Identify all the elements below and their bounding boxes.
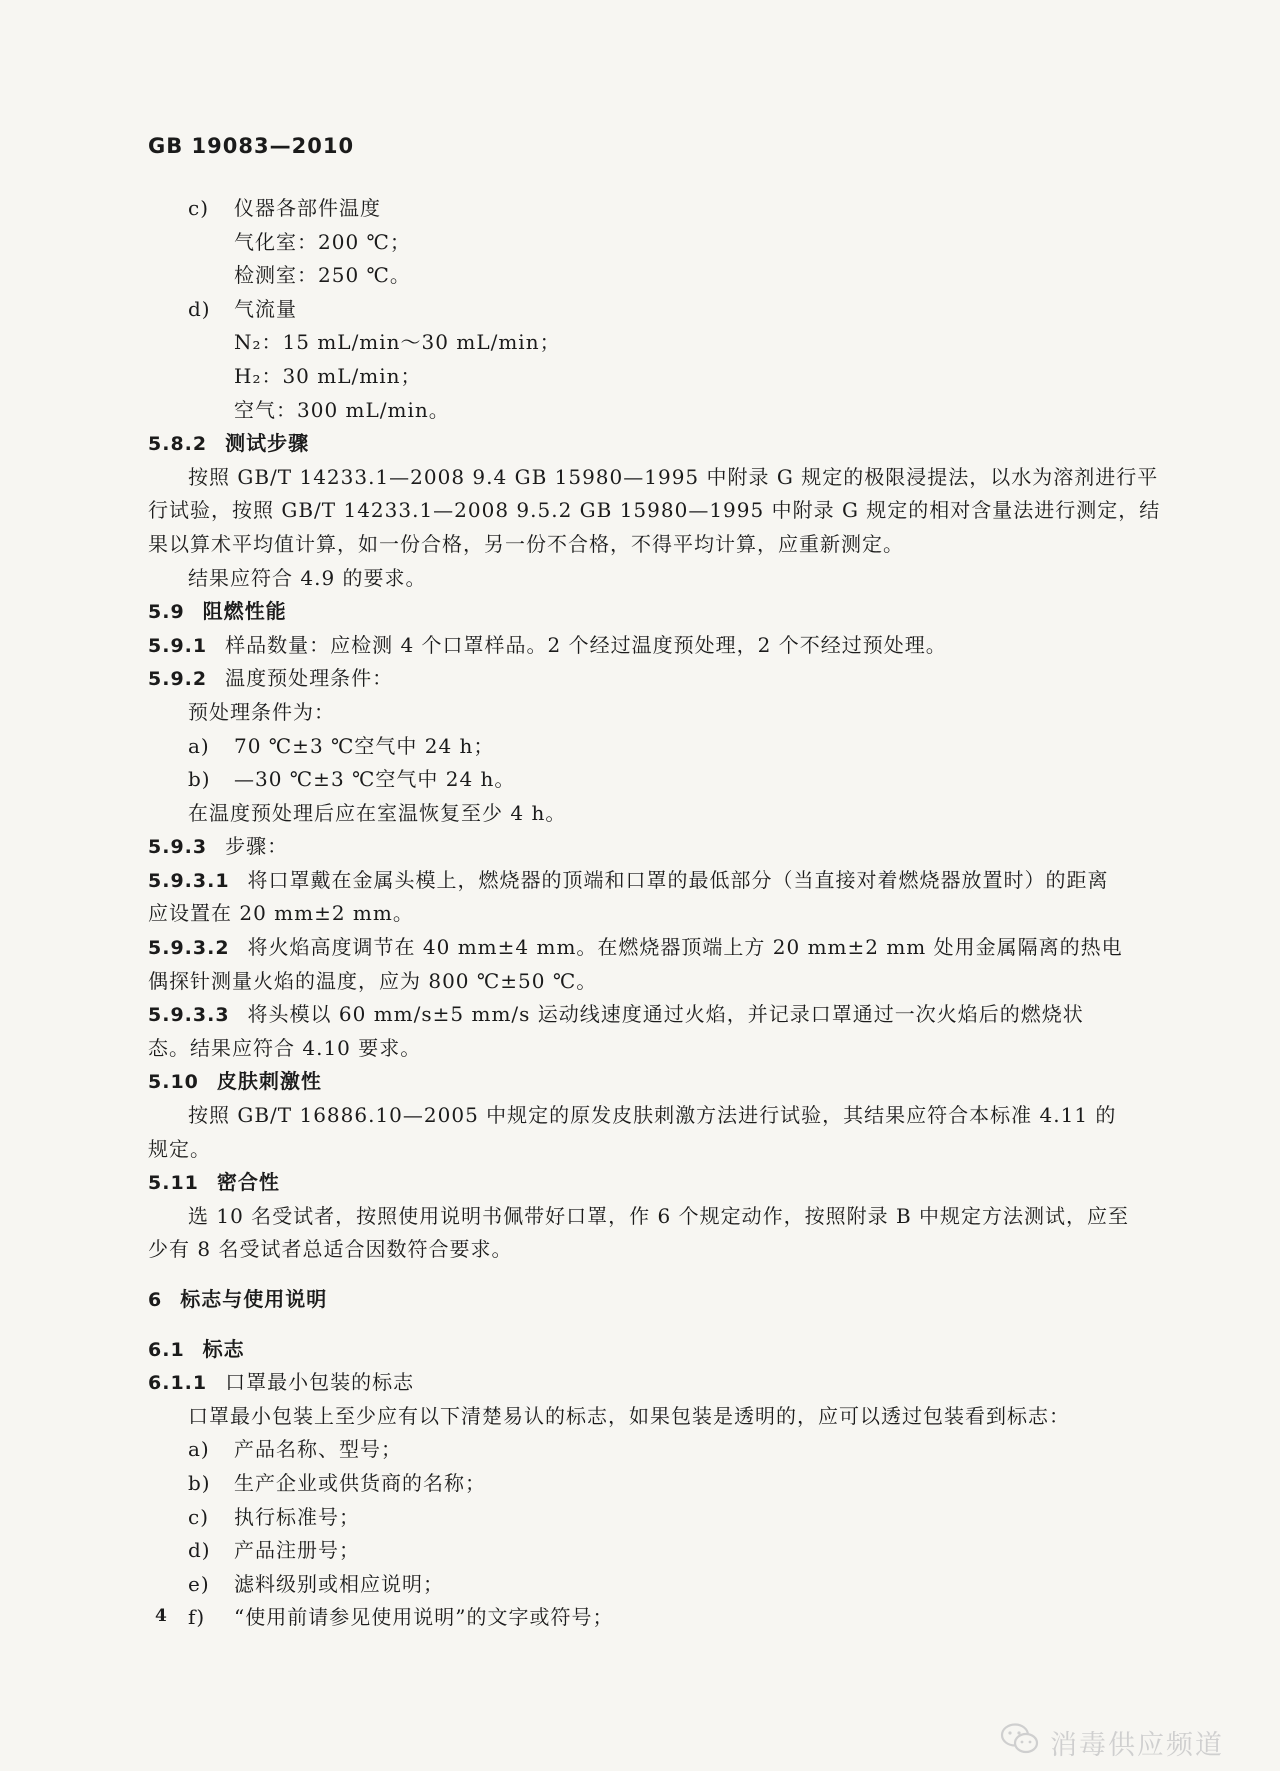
section-heading [148,864,1138,898]
item-label: d) [188,1538,211,1563]
chapter-number: 6 [148,1289,163,1311]
section-heading [148,1333,1138,1367]
paragraph-line: 检测室：250 ℃。 [234,263,411,288]
paragraph-line: 偶探针测量火焰的温度，应为 800 ℃±50 ℃。 [148,968,598,993]
item-text: 产品名称、型号； [234,1437,402,1462]
section-heading [148,998,1138,1032]
section-number: 5.10 [148,1071,199,1094]
watermark [1000,1722,1224,1763]
paragraph-line: 按照 GB/T 14233.1—2008 9.4 GB 15980—1995 中附录 G 规定的极限浸提法，以水为溶剂进行平 [188,464,1159,489]
paragraph-line: 气化室：200 ℃； [234,229,411,254]
list-item [148,1501,1138,1535]
watermark-text: 消毒供应频道 [1050,1730,1224,1761]
item-text: —30 ℃±3 ℃空气中 24 h。 [234,767,516,792]
paragraph-line: 结果应符合 4.9 的要求。 [188,565,427,590]
paragraph-line: H₂：30 mL/min； [234,363,422,388]
paragraph-line: 空气：300 mL/min。 [234,397,450,422]
section-number: 6.1.1 [148,1372,208,1395]
section-title: 皮肤刺激性 [216,1069,322,1094]
chapter-heading [148,1283,1138,1317]
section-heading [148,1366,1138,1400]
paragraph-line: 行试验，按照 GB/T 14233.1—2008 9.5.2 GB 15980—1995 中附录 G 规定的相对含量法进行测定，结 [148,498,1161,523]
paragraph-line: 规定。 [148,1136,211,1161]
section-text: 将火焰高度调节在 40 mm±4 mm。在燃烧器顶端上方 20 mm±2 mm 处用金属隔离的热电 [247,935,1123,960]
paragraph-line: 预处理条件为： [188,699,335,724]
list-item [148,192,1138,226]
chapter-title: 标志与使用说明 [180,1287,328,1311]
item-text: “使用前请参见使用说明”的文字或符号； [234,1605,614,1630]
section-text: 将口罩戴在金属头模上，燃烧器的顶端和口罩的最低部分（当直接对着燃烧器放置时）的距离 [247,867,1109,892]
section-text: 样品数量：应检测 4 个口罩样品。2 个经过温度预处理，2 个不经过预处理。 [225,632,947,657]
paragraph-line: 应设置在 20 mm±2 mm。 [148,901,414,926]
paragraph-line: 在温度预处理后应在室温恢复至少 4 h。 [188,800,567,825]
section-text: 步骤： [225,834,289,859]
section-heading [148,1065,1138,1099]
item-text: 产品注册号； [234,1538,360,1563]
list-item [148,1467,1138,1501]
section-heading [148,629,1138,663]
section-text: 口罩最小包装的标志 [225,1370,415,1395]
list-item [148,1433,1138,1467]
section-heading [148,1166,1138,1200]
section-heading [148,662,1138,696]
standard-header: GB 19083—2010 [148,134,355,158]
section-number: 5.9.3.3 [148,1004,230,1027]
item-label: a) [188,733,210,758]
item-label: a) [188,1437,210,1462]
section-heading [148,931,1138,965]
paragraph-line: 按照 GB/T 16886.10—2005 中规定的原发皮肤刺激方法进行试验，其结果应符合本标准 4.11 的 [188,1103,1117,1128]
item-label: e) [188,1571,210,1596]
item-label: c) [188,196,210,220]
section-text: 温度预处理条件： [225,666,394,691]
item-label: b) [188,767,211,792]
paragraph-line: 态。结果应符合 4.10 要求。 [148,1035,422,1060]
item-text: 气流量 [234,296,297,321]
section-heading [148,427,1138,461]
item-label: b) [188,1470,211,1495]
item-label: d) [188,296,211,321]
paragraph-line: N₂：15 mL/min～30 mL/min； [234,330,561,355]
list-item [148,1568,1138,1602]
section-title: 测试步骤 [225,431,310,456]
item-label: c) [188,1504,210,1529]
section-heading [148,830,1138,864]
paragraph-line: 选 10 名受试者，按照使用说明书佩带好口罩，作 6 个规定动作，按照附录 B 中规定方法测试，应至 [188,1203,1130,1228]
item-text: 执行标准号； [234,1504,360,1529]
paragraph-line: 口罩最小包装上至少应有以下清楚易认的标志，如果包装是透明的，应可以透过包装看到标志： [188,1403,1070,1428]
list-item [148,293,1138,327]
section-title: 阻燃性能 [202,599,287,624]
wechat-icon [1000,1722,1040,1763]
list-item [148,730,1138,764]
list-item [148,1601,1138,1635]
section-title: 密合性 [216,1170,280,1195]
document-body [148,192,1161,1635]
section-number: 5.8.2 [148,433,208,456]
page-number: 4 [155,1606,167,1626]
section-number: 5.9.3.1 [148,869,230,892]
item-text: 70 ℃±3 ℃空气中 24 h； [234,733,495,758]
section-number: 5.9.1 [148,634,208,657]
item-label: f) [188,1605,206,1630]
paragraph-line: 果以算术平均值计算，如一份合格，另一份不合格，不得平均计算，应重新测定。 [148,531,904,556]
item-text: 生产企业或供货商的名称； [234,1470,486,1495]
section-number: 5.9.3 [148,836,208,859]
list-item [148,763,1138,797]
section-number: 5.9.3.2 [148,937,230,960]
paragraph-line: 少有 8 名受试者总适合因数符合要求。 [148,1237,513,1262]
section-heading [148,595,1138,629]
section-number: 6.1 [148,1338,185,1361]
item-text: 仪器各部件温度 [234,196,381,220]
section-number: 5.9 [148,601,185,624]
section-number: 5.11 [148,1172,199,1195]
section-number: 5.9.2 [148,668,208,691]
item-text: 滤料级别或相应说明； [234,1571,444,1596]
list-item [148,1534,1138,1568]
section-title: 标志 [202,1336,245,1361]
section-text: 将头模以 60 mm/s±5 mm/s 运动线速度通过火焰，并记录口罩通过一次火焰后的燃烧状 [247,1002,1084,1027]
